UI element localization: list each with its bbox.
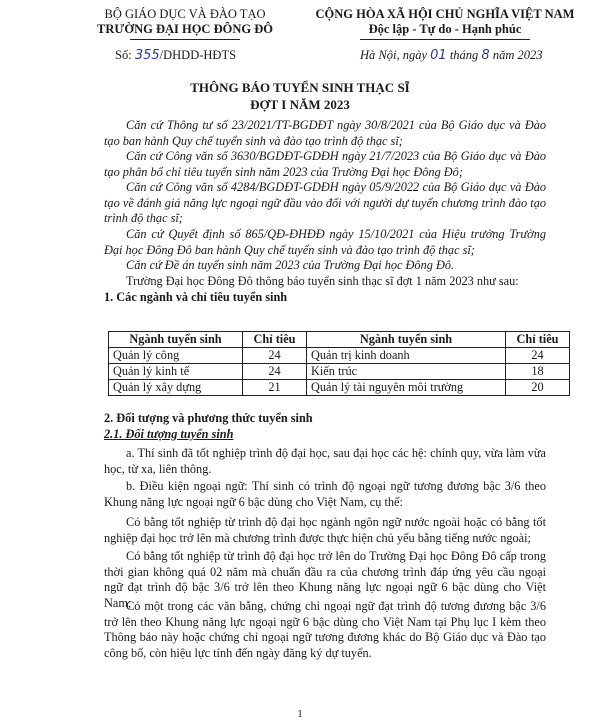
ministry-name: BỘ GIÁO DỤC VÀ ĐÀO TẠO: [104, 7, 266, 21]
major-cell: Quản lý công: [109, 348, 243, 364]
major-cell: Quản lý kinh tế: [109, 364, 243, 380]
major-cell: Kiến trúc: [307, 364, 506, 380]
item-b: b. Điều kiện ngoại ngữ: Thí sinh có trình độ ngoại ngữ tương đương bậc 3/6 theo Khung năng lực ngoại ngữ 6 bậc dùng cho Việt Nam, cụ thể:: [104, 479, 546, 509]
country-name: CỘNG HÒA XÃ HỘI CHỦ NGHĨA VIỆT NAM: [315, 7, 575, 21]
document-title: THÔNG BÁO TUYỂN SINH THẠC SĨ: [190, 80, 410, 95]
section-1-heading: 1. Các ngành và chỉ tiêu tuyển sinh: [104, 290, 288, 304]
col-header-major: Ngành tuyển sinh: [307, 332, 506, 348]
ref-suffix: /DHDD-HĐTS: [159, 48, 237, 62]
page-number: 1: [297, 708, 303, 720]
major-cell: Quản lý tài nguyên môi trường: [307, 380, 506, 396]
date-prefix: Hà Nội, ngày: [360, 48, 428, 62]
date-day-handwritten: 01: [430, 48, 447, 63]
date-month-handwritten: 8: [481, 48, 490, 63]
section-2-heading: 2. Đối tượng và phương thức tuyển sinh: [104, 411, 313, 425]
legal-basis-3: Căn cứ Công văn số 4284/BGDĐT-GDĐH ngày 05/9/2022 của Bộ Giáo dục và Đào tạo về đánh giá năng lực ngoại ngữ đầu vào đối với người dự tuyển chương trình đào tạo trình độ thạc sĩ;: [104, 180, 546, 226]
major-cell: Quản trị kinh doanh: [307, 348, 506, 364]
major-cell: Quản lý xây dựng: [109, 380, 243, 396]
item-a: a. Thí sinh đã tốt nghiệp trình độ đại học, sau đại học các hệ: chính quy, vừa làm vừa học, từ xa, liên thông.: [104, 446, 546, 476]
table-header-row: [109, 332, 570, 348]
legal-basis-2: Căn cứ Công văn số 3630/BGDĐT-GDĐH ngày 21/7/2023 của Bộ Giáo dục và Đào tạo phân bổ chỉ tiêu tuyển sinh năm 2023 của Trường Đại học Đông Đô;: [104, 149, 546, 179]
quota-cell: 24: [243, 348, 307, 364]
motto-underline: [360, 39, 530, 40]
quota-cell: 24: [506, 348, 570, 364]
table-row: [109, 364, 570, 380]
col-header-quota: Chỉ tiêu: [506, 332, 570, 348]
university-name: TRƯỜNG ĐẠI HỌC ĐÔNG ĐÔ: [97, 22, 273, 36]
place-date: [360, 48, 542, 63]
admission-quota-table: [108, 331, 570, 396]
table-row: [109, 348, 570, 364]
quota-cell: 20: [506, 380, 570, 396]
section-2-1-heading: 2.1. Đối tượng tuyển sinh: [104, 427, 234, 441]
issuing-organization: [70, 7, 300, 40]
document-subtitle: ĐỢT I NĂM 2023: [250, 97, 350, 112]
ref-number-handwritten: 355: [134, 48, 160, 63]
national-motto: [300, 7, 590, 40]
date-year: năm 2023: [492, 48, 543, 62]
intro-text: Trường Đại học Đông Đô thông báo tuyển sinh thạc sĩ đợt 1 năm 2023 như sau:: [126, 274, 519, 288]
language-condition-1: Có bằng tốt nghiệp từ trình độ đại học ngành ngôn ngữ nước ngoài hoặc có bằng tốt nghiệp đại học trở lên mà chương trình được thực hiện chủ yếu bằng tiếng nước ngoài;: [104, 515, 546, 545]
motto: Độc lập - Tự do - Hạnh phúc: [368, 22, 522, 36]
ref-prefix: Số:: [115, 48, 132, 62]
quota-cell: 21: [243, 380, 307, 396]
language-condition-3: Có một trong các văn bằng, chứng chỉ ngoại ngữ đạt trình độ tương đương bậc 3/6 trở lên theo Khung năng lực ngoại ngữ 6 bậc dùng cho Việt Nam tại Phụ lục I kèm theo Thông báo này hoặc chứng chỉ ngoại ngữ tương đương khác do Bộ Giáo dục và Đào tạo công bố, còn hiệu lực tính đến ngày đăng ký dự tuyển.: [104, 599, 546, 660]
col-header-major: Ngành tuyển sinh: [109, 332, 243, 348]
quota-cell: 24: [243, 364, 307, 380]
quota-cell: 18: [506, 364, 570, 380]
legal-basis-4: Căn cứ Quyết định số 865/QĐ-ĐHĐĐ ngày 15/10/2021 của Hiệu trưởng Trường Đại học Đông Đô ban hành Quy chế tuyển sinh và đào tạo trình độ thạc sĩ;: [104, 227, 546, 257]
reference-number: [115, 48, 236, 63]
legal-basis-1: Căn cứ Thông tư số 23/2021/TT-BGDĐT ngày 30/8/2021 của Bộ Giáo dục và Đào tạo ban hành Quy chế tuyển sinh và đào tạo trình độ thạc sĩ;: [104, 118, 546, 148]
language-condition-2: Có bằng tốt nghiệp từ trình độ đại học trở lên do Trường Đại học Đông Đô cấp trong thời gian không quá 02 năm mà chuẩn đầu ra của chương trình đáp ứng yêu cầu ngoại ngữ đạt trình độ bậc 3/6 trở lên theo Khung năng lực ngoại ngữ 6 bậc dùng cho Việt Nam;: [104, 549, 546, 610]
date-month-label: tháng: [449, 48, 479, 62]
col-header-quota: Chỉ tiêu: [243, 332, 307, 348]
table-row: [109, 380, 570, 396]
org-underline: [130, 39, 240, 40]
legal-basis-5: Căn cứ Đề án tuyển sinh năm 2023 của Trường Đại học Đông Đô.: [126, 258, 455, 272]
